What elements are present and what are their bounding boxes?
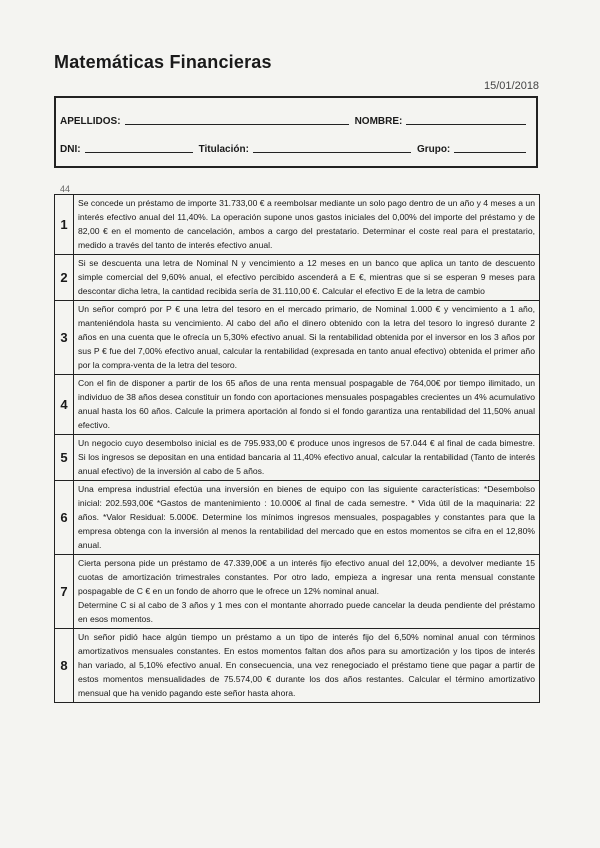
nombre-label: NOMBRE: xyxy=(354,116,403,127)
exam-code: 44 xyxy=(60,184,71,194)
problem-number: 8 xyxy=(55,629,74,703)
problem-number: 1 xyxy=(55,195,74,255)
nombre-field[interactable] xyxy=(406,114,526,125)
problem-text xyxy=(74,555,540,629)
problem-row xyxy=(55,435,540,481)
problem-row xyxy=(55,301,540,375)
problem-text: Se concede un préstamo de importe 31.733,00 € a reembolsar mediante un solo pago dentro de un año y 4 meses a un interés efectivo anual del 11,40%. La operación supone unos gastos iniciales del 0,00% del importe del préstamo y de 82,00 € en el momento de cancelación, ambos a cargo del prestatario. Determinar el coste real para el prestatario, medido a través del tanto de interés efectivo anual. xyxy=(74,195,540,255)
student-info-box xyxy=(54,96,538,168)
problem-number: 3 xyxy=(55,301,74,375)
problem-number: 4 xyxy=(55,375,74,435)
info-row-ids xyxy=(60,142,532,155)
problem-row xyxy=(55,375,540,435)
problem-number: 2 xyxy=(55,255,74,301)
problem-paragraph: Cierta persona pide un préstamo de 47.339,00€ a un interés fijo efectivo anual del 12,00%, a devolver mediante 15 cuotas de amortización trimestrales constantes. Por otro lado, empieza a ingresar una renta mensual constante pospagable de C € en un fondo de ahorro que le ofrece un 12% nominal anual. xyxy=(78,558,535,596)
problem-row xyxy=(55,555,540,629)
problem-text: Con el fin de disponer a partir de los 65 años de una renta mensual pospagable de 764,00€ por tiempo ilimitado, un individuo de 38 años desea constituir un fondo con aportaciones mensuales pospagables crecientes un 4% acumulativo anual hasta los 60 años. Calcule la primera aportación al fondo si el fondo garantiza una rentabilidad del 11,50% anual efectivo. xyxy=(74,375,540,435)
problem-number: 6 xyxy=(55,481,74,555)
problem-row xyxy=(55,195,540,255)
titulacion-field[interactable] xyxy=(253,142,411,153)
problem-number: 7 xyxy=(55,555,74,629)
problem-row xyxy=(55,481,540,555)
page-title: Matemáticas Financieras xyxy=(54,52,272,72)
problem-row xyxy=(55,629,540,703)
grupo-field[interactable] xyxy=(454,142,526,153)
problem-row xyxy=(55,255,540,301)
apellidos-field[interactable] xyxy=(125,114,349,125)
problem-text: Un señor compró por P € una letra del tesoro en el mercado primario, de Nominal 1.000 € y vencimiento a 1 año, manteniéndola hasta su vencimiento. Al cabo del año el dinero obtenido con la letra del tesoro lo ingresó durante 2 años en una cuenta que le ofrecía un 5,30% efectivo anual. Si la rentabilidad obtenida por el inversor en los 3 años por sus P € fue del 7,00% efectivo anual, calcular la rentabilidad (expresada en tanto anual efectivo) obtenida el primer año por la compra-venta de la letra del tesoro. xyxy=(74,301,540,375)
dni-field[interactable] xyxy=(85,142,193,153)
problem-text: Un negocio cuyo desembolso inicial es de 795.933,00 € produce unos ingresos de 57.044 € al final de cada bimestre. Si los ingresos se depositan en una entidad bancaria al 11,40% efectivo anual, calcular la rentabilidad (Tanto de interés anual efectivo) de la inversión al cabo de 5 años. xyxy=(74,435,540,481)
apellidos-label: APELLIDOS: xyxy=(60,116,121,127)
problem-text: Si se descuenta una letra de Nominal N y vencimiento a 12 meses en un banco que aplica un tanto de descuento simple comercial del 9,60% anual, el efectivo percibido ascenderá a E €, mientras que si se esperan 9 meses para descontar dicha letra, la cantidad recibida sería de 31.110,00 €. Calcular el efectivo E de la letra de cambio xyxy=(74,255,540,301)
grupo-label: Grupo: xyxy=(416,144,451,155)
problems-table xyxy=(54,194,540,703)
exam-date: 15/01/2018 xyxy=(484,80,540,92)
problem-number: 5 xyxy=(55,435,74,481)
info-row-names xyxy=(60,114,532,127)
problem-paragraph: Determine C si al cabo de 3 años y 1 mes con el montante ahorrado puede cancelar la deuda pendiente del préstamo en esos momentos. xyxy=(78,600,535,624)
problem-text: Una empresa industrial efectúa una inversión en bienes de equipo con las siguiente características: *Desembolso inicial: 202.593,00€ *Gastos de mantenimiento : 10.000€ al final de cada semestre. * Vida útil de la maquinaria: 22 años. *Valor Residual: 5.000€. Determine los mínimos ingresos mensuales, pospagables y constantes para que la empresa obtenga con la inversión al menos la rentabilidad del mercado que en estos momentos se cifra en el 12,80% anual. xyxy=(74,481,540,555)
titulacion-label: Titulación: xyxy=(198,144,249,155)
dni-label: DNI: xyxy=(60,144,81,155)
problem-text: Un señor pidió hace algún tiempo un préstamo a un tipo de interés fijo del 6,50% nominal anual con términos amortizativos mensuales constantes. En estos momentos faltan dos años para su amortización y los tipos de interés han variado, al 5,10% efectivo anual. En consecuencia, una vez renegociado el préstamo tiene que pagar a partir de estos momentos mensualidades de 75.574,00 € durante los dos años restantes. Calcular el término amortizativo mensual que ha venido pagando este señor hasta ahora. xyxy=(74,629,540,703)
